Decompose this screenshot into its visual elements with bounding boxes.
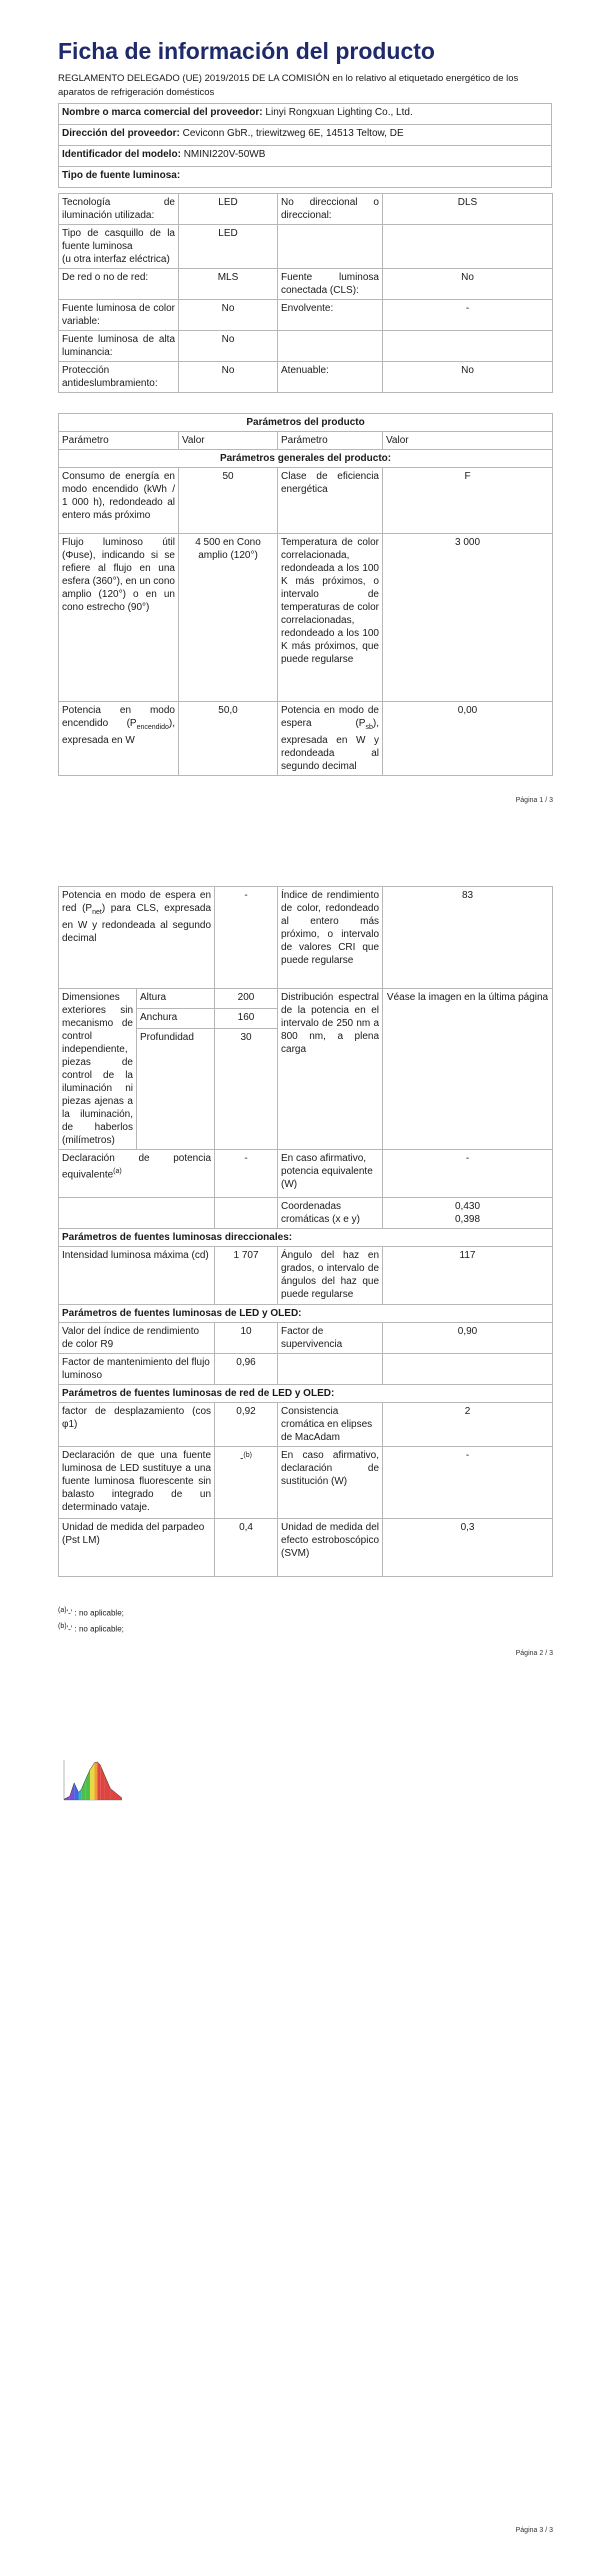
cap-label-note: (u otra interfaz eléctrica) bbox=[62, 254, 170, 265]
dimensions-label: Dimensiones exteriores sin mecanismo de control independiente, piezas de control de la iluminación ni piezas ajenas a la iluminación, de haberlos (milímetros) bbox=[59, 989, 137, 1150]
general-params-title: Parámetros generales del producto: bbox=[59, 450, 553, 468]
regulation-text: REGLAMENTO DELEGADO (UE) 2019/2015 DE LA COMISIÓN en lo relativo al etiquetado energético de los aparatos de refrigeración domésticos bbox=[58, 73, 519, 98]
colour-consistency-label: Consistencia cromática en elipses de MacAdam bbox=[278, 1403, 383, 1447]
useful-flux-value: 4 500 en Cono amplio (120°) bbox=[179, 534, 278, 702]
depth-label: Profundidad bbox=[137, 1028, 215, 1149]
anti-glare-label: Protección antideslumbramiento: bbox=[59, 362, 179, 393]
colour-variable-label: Fuente luminosa de color variable: bbox=[59, 300, 179, 331]
cct-value: 3 000 bbox=[383, 534, 553, 702]
nondir-value: DLS bbox=[383, 194, 553, 225]
col-header-param: Parámetro bbox=[59, 432, 179, 450]
equivalent-power-label: Declaración de potencia equivalente$^{(a)}$ bbox=[59, 1150, 215, 1198]
page-number-3: Página 3 / 3 bbox=[515, 2527, 553, 2534]
energy-consumption-label: Consumo de energía en modo encendido (kWh / 1 000 h), redondeado al entero más próximo bbox=[59, 468, 179, 534]
model-id-label: Identificador del modelo: bbox=[62, 149, 181, 160]
flicker-metric-label: Unidad de medida del parpadeo (Pst LM) bbox=[59, 1519, 215, 1577]
colour-variable-value: No bbox=[179, 300, 278, 331]
spd-band bbox=[105, 1775, 111, 1800]
product-params-table bbox=[58, 413, 553, 776]
network-standby-value: - bbox=[215, 887, 278, 989]
beam-angle-label: Ángulo del haz en grados, o intervalo de ángulos del haz que puede regularse bbox=[278, 1247, 383, 1305]
mains-label: De red o no de red: bbox=[59, 269, 179, 300]
supplier-name-value: Linyi Rongxuan Lighting Co., Ltd. bbox=[265, 107, 413, 118]
connected-value: No bbox=[383, 269, 553, 300]
cri-value: 83 bbox=[383, 887, 553, 989]
dimmable-label: Atenuable: bbox=[278, 362, 383, 393]
mains-led-params-title: Parámetros de fuentes luminosas de red de LED y OLED: bbox=[59, 1385, 553, 1403]
on-mode-power-value: 50,0 bbox=[179, 702, 278, 776]
fluorescent-replacement-value: -$^{(b)}$ bbox=[215, 1447, 278, 1519]
led-params-title: Parámetros de fuentes luminosas de LED y OLED: bbox=[59, 1305, 553, 1323]
tech-value: LED bbox=[179, 194, 278, 225]
anti-glare-value: No bbox=[179, 362, 278, 393]
connected-label: Fuente luminosa conectada (CLS): bbox=[278, 269, 383, 300]
replacement-claim-label: En caso afirmativo, declaración de sustitución (W) bbox=[278, 1447, 383, 1519]
dimmable-value: No bbox=[383, 362, 553, 393]
cct-label: Temperatura de color correlacionada, redondeada a los 100 K más próximos, o intervalo de temperaturas de color correlacionadas, redondeado a los 100 K más próximos, que puede regularse bbox=[278, 534, 383, 702]
equivalent-power-yes-label: En caso afirmativo, potencia equivalente (W) bbox=[278, 1150, 383, 1198]
footnote-b: $^{(b)}$'-' : no aplicable; bbox=[58, 1623, 124, 1634]
col-header-value: Valor bbox=[179, 432, 278, 450]
col-header-value-2: Valor bbox=[383, 432, 553, 450]
spectral-distribution-chart bbox=[58, 1758, 124, 1806]
peak-intensity-label: Intensidad luminosa máxima (cd) bbox=[59, 1247, 215, 1305]
standby-power-label: Potencia en modo de espera $(P_{sb})$, expresada en W y redondeada al segundo decimal bbox=[278, 702, 383, 776]
useful-flux-label: Flujo luminoso útil (Φuse), indicando si se refiere al flujo en una esfera (360°), en un cono amplio (120°) o en un cono estrecho (90°) bbox=[59, 534, 179, 702]
width-value: 160 bbox=[215, 1008, 278, 1028]
col-header-param-2: Parámetro bbox=[278, 432, 383, 450]
r9-label: Valor del índice de rendimiento de color R9 bbox=[59, 1323, 215, 1354]
model-id-value: NMINI220V-50WB bbox=[183, 149, 266, 160]
cri-label: Índice de rendimiento de color, redondeado al entero más próximo, o intervalo de valores CRI que puede regularse bbox=[278, 887, 383, 989]
mains-value: MLS bbox=[179, 269, 278, 300]
stroboscopic-metric-label: Unidad de medida del efecto estroboscópico (SVM) bbox=[278, 1519, 383, 1577]
standby-power-value: 0,00 bbox=[383, 702, 553, 776]
tech-label: Tecnología de iluminación utilizada: bbox=[59, 194, 179, 225]
spd-band bbox=[81, 1779, 85, 1800]
height-label: Altura bbox=[137, 989, 215, 1009]
page-title: Ficha de información del producto bbox=[58, 38, 435, 64]
chromaticity-y: 0,398 bbox=[455, 1214, 481, 1225]
supplier-name-label: Nombre o marca comercial del proveedor: bbox=[62, 107, 263, 118]
survival-factor-label: Factor de supervivencia bbox=[278, 1323, 383, 1354]
peak-intensity-value: 1 707 bbox=[215, 1247, 278, 1305]
beam-angle-value: 117 bbox=[383, 1247, 553, 1305]
equivalent-power-value: - bbox=[215, 1150, 278, 1198]
on-mode-power-label: Potencia en modo encendido $(P_{encendido})$, expresada en W bbox=[59, 702, 179, 776]
cap-value: LED bbox=[179, 225, 278, 269]
source-type-label: Tipo de fuente luminosa: bbox=[62, 170, 181, 181]
fluorescent-replacement-label: Declaración de que una fuente luminosa de LED sustituye a una fuente luminosa fluorescente sin balasto integrado de un determinado vataje. bbox=[59, 1447, 215, 1519]
survival-factor-value: 0,90 bbox=[383, 1323, 553, 1354]
high-luminance-value: No bbox=[179, 331, 278, 362]
spd-band bbox=[94, 1762, 97, 1800]
equivalent-power-yes-value: - bbox=[383, 1150, 553, 1198]
r9-value: 10 bbox=[215, 1323, 278, 1354]
page-number-1: Página 1 / 3 bbox=[515, 797, 553, 804]
page-number-2: Página 2 / 3 bbox=[515, 1650, 553, 1657]
spectral-distribution-value: Véase la imagen en la última página bbox=[383, 989, 553, 1150]
cap-label: Tipo de casquillo de la fuente luminosa bbox=[62, 228, 175, 252]
lumen-maintenance-value: 0,96 bbox=[215, 1354, 278, 1385]
nondir-label: No direccional o direccional: bbox=[278, 194, 383, 225]
envelope-value: - bbox=[383, 300, 553, 331]
displacement-factor-label: factor de desplazamiento (cos φ1) bbox=[59, 1403, 215, 1447]
depth-value: 30 bbox=[215, 1028, 278, 1149]
network-standby-label: Potencia en modo de espera en red $(P_{net})$ para CLS, expresada en W y redondeada al segundo decimal bbox=[59, 887, 215, 989]
high-luminance-label: Fuente luminosa de alta luminancia: bbox=[59, 331, 179, 362]
supplier-address-value: Ceviconn GbR., triewitzweg 6E, 14513 Teltow, DE bbox=[182, 128, 404, 139]
params-table-page2 bbox=[58, 886, 553, 1577]
stroboscopic-metric-value: 0,3 bbox=[383, 1519, 553, 1577]
chromaticity-x: 0,430 bbox=[455, 1201, 481, 1212]
directional-params-title: Parámetros de fuentes luminosas direccionales: bbox=[59, 1229, 553, 1247]
efficiency-class-value: F bbox=[383, 468, 553, 534]
energy-consumption-value: 50 bbox=[179, 468, 278, 534]
replacement-claim-value: - bbox=[383, 1447, 553, 1519]
supplier-address-label: Dirección del proveedor: bbox=[62, 128, 180, 139]
footnote-a: $^{(a)}$'-' : no aplicable; bbox=[58, 1607, 124, 1618]
spectral-distribution-label: Distribución espectral de la potencia en el intervalo de 250 nm a 800 nm, a plena carga bbox=[278, 989, 383, 1150]
displacement-factor-value: 0,92 bbox=[215, 1403, 278, 1447]
lumen-maintenance-label: Factor de mantenimiento del flujo luminoso bbox=[59, 1354, 215, 1385]
height-value: 200 bbox=[215, 989, 278, 1009]
width-label: Anchura bbox=[137, 1008, 215, 1028]
params-section-title: Parámetros del producto bbox=[59, 414, 553, 432]
spd-band bbox=[97, 1762, 100, 1800]
flicker-metric-value: 0,4 bbox=[215, 1519, 278, 1577]
source-type-table bbox=[58, 193, 553, 393]
envelope-label: Envolvente: bbox=[278, 300, 383, 331]
supplier-table bbox=[58, 103, 552, 188]
colour-consistency-value: 2 bbox=[383, 1403, 553, 1447]
efficiency-class-label: Clase de eficiencia energética bbox=[278, 468, 383, 534]
chromaticity-label: Coordenadas cromáticas (x e y) bbox=[278, 1198, 383, 1229]
